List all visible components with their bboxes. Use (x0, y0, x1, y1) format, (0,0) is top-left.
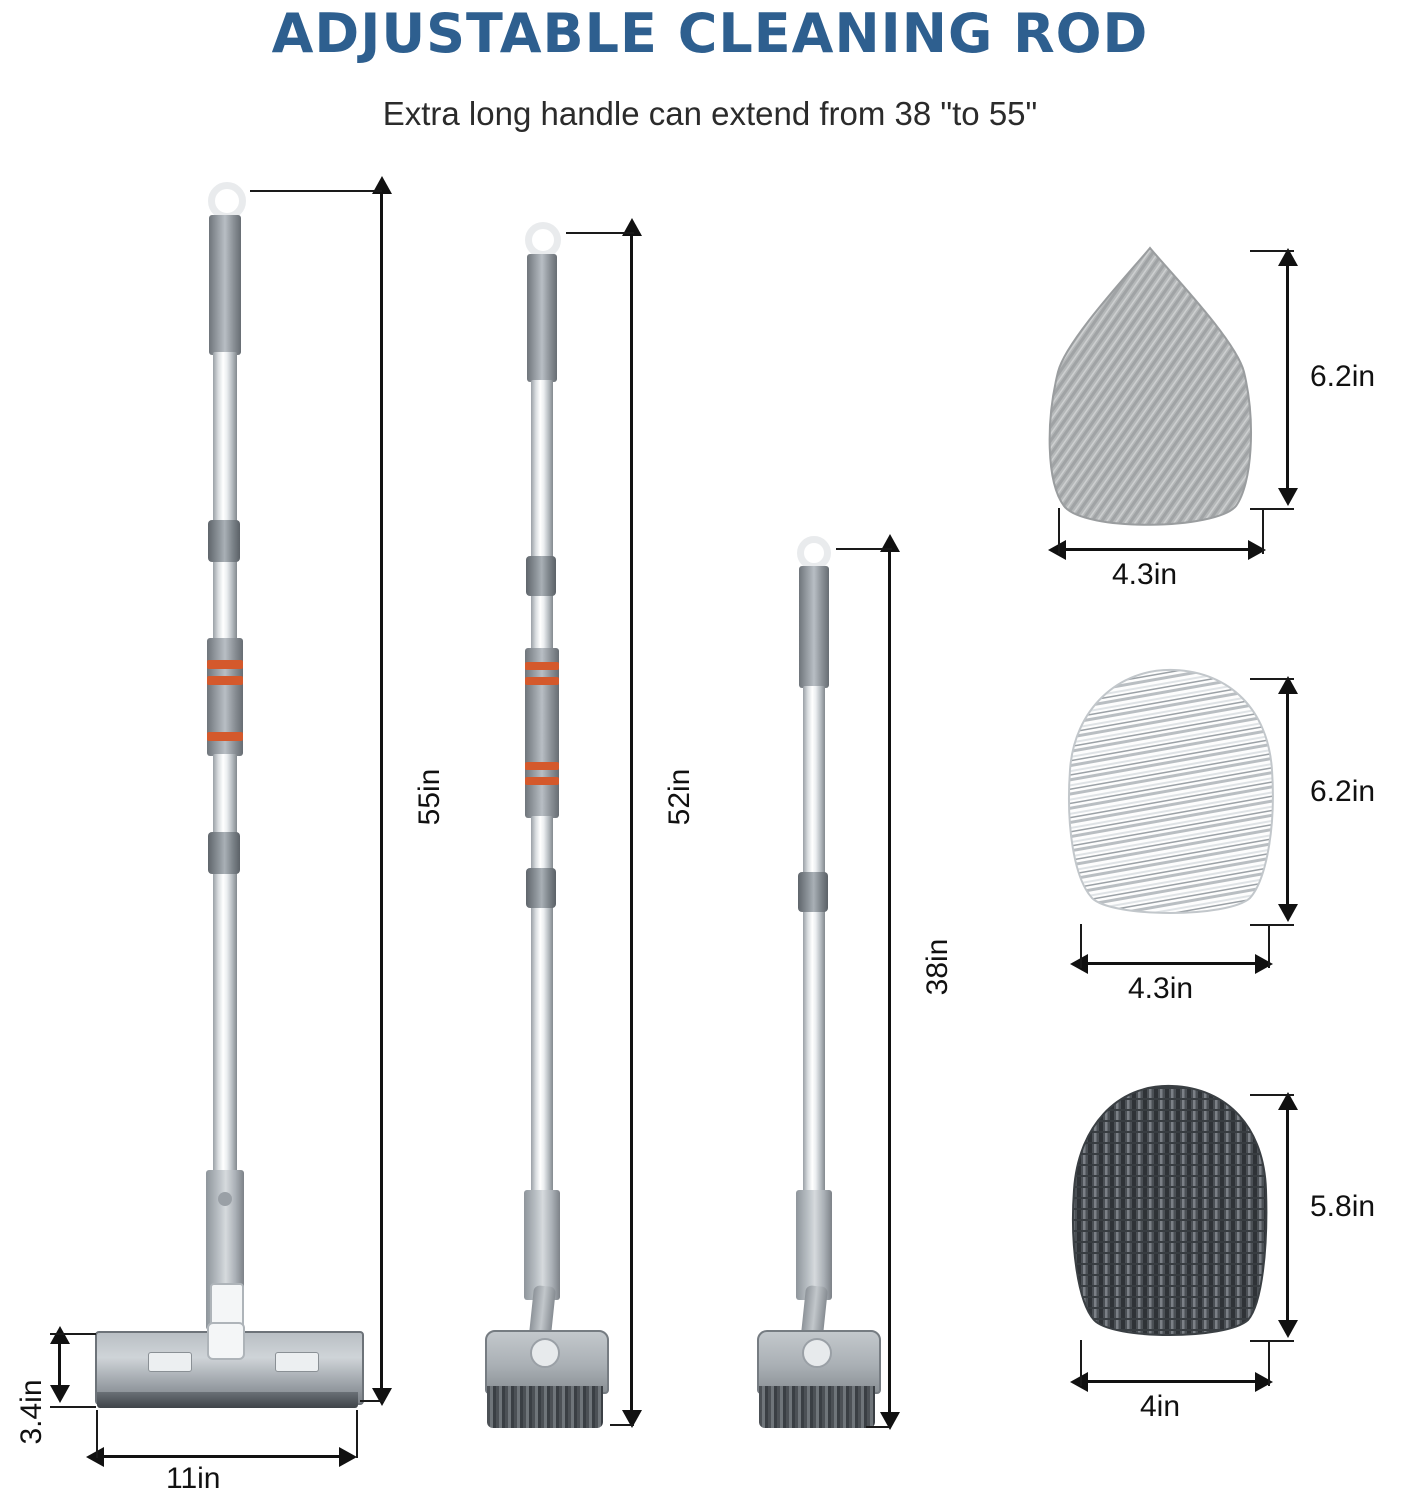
page-subtitle: Extra long handle can extend from 38 "to 55" (382, 95, 1038, 132)
pole2-shaft-upper (531, 380, 553, 650)
pole2-grip (527, 254, 557, 382)
label-acc1-width: 4.3in (1112, 558, 1178, 591)
pole2-lock-ring-3 (525, 762, 559, 770)
hang-ring-icon-3 (797, 536, 831, 570)
squeegee-connector (207, 1322, 245, 1360)
lock-ring-1 (207, 660, 243, 669)
pole-collar (208, 520, 240, 562)
pole2-collar-2 (526, 868, 556, 908)
squeegee-vent-left (148, 1352, 192, 1372)
pole2-collar (526, 556, 556, 596)
lock-ring-2 (207, 676, 243, 685)
label-11in: 11in (166, 1462, 221, 1495)
pole-shaft-middle (213, 754, 237, 1174)
lock-ring-3 (207, 732, 243, 741)
pole2-lock-ring-4 (525, 777, 559, 785)
page-title: ADJUSTABLE CLEANING ROD (271, 2, 1149, 65)
label-acc1-height: 6.2in (1310, 360, 1376, 393)
label-acc2-height: 6.2in (1310, 775, 1376, 808)
pole-grip (209, 215, 241, 355)
pole2-lock-section (525, 648, 559, 818)
label-acc3-height: 5.8in (1310, 1190, 1376, 1223)
label-52in: 52in (663, 768, 696, 826)
pole2-lock-ring-1 (525, 662, 559, 670)
hang-ring-icon-2 (525, 222, 561, 258)
brush-head-bristles (487, 1386, 603, 1428)
label-acc2-width: 4.3in (1128, 972, 1194, 1005)
brush-head-hinge-2 (802, 1338, 832, 1368)
pole3-lower-section (796, 1190, 832, 1300)
pole2-lock-ring-2 (525, 677, 559, 685)
squeegee-vent-right (275, 1352, 319, 1372)
bristle-brush-shape (1066, 1082, 1286, 1342)
pole-lower-detail (218, 1192, 232, 1206)
brush-head-bristles-2 (759, 1386, 875, 1428)
label-acc3-width: 4in (1140, 1390, 1181, 1423)
squeegee-blade (97, 1392, 358, 1408)
label-3-4in: 3.4in (15, 1379, 48, 1445)
pole3-grip (799, 566, 829, 688)
brush-head-hinge (530, 1338, 560, 1368)
label-38in: 38in (921, 938, 954, 996)
scouring-pad-shape (1040, 244, 1270, 534)
pole-collar-2 (208, 832, 240, 874)
microfiber-pad-shape (1062, 666, 1292, 926)
pole2-lower-section (524, 1190, 560, 1300)
pole3-shaft (803, 686, 825, 1196)
pole3-collar (798, 872, 828, 912)
label-55in: 55in (413, 768, 446, 826)
pole-shaft-upper (213, 352, 237, 652)
